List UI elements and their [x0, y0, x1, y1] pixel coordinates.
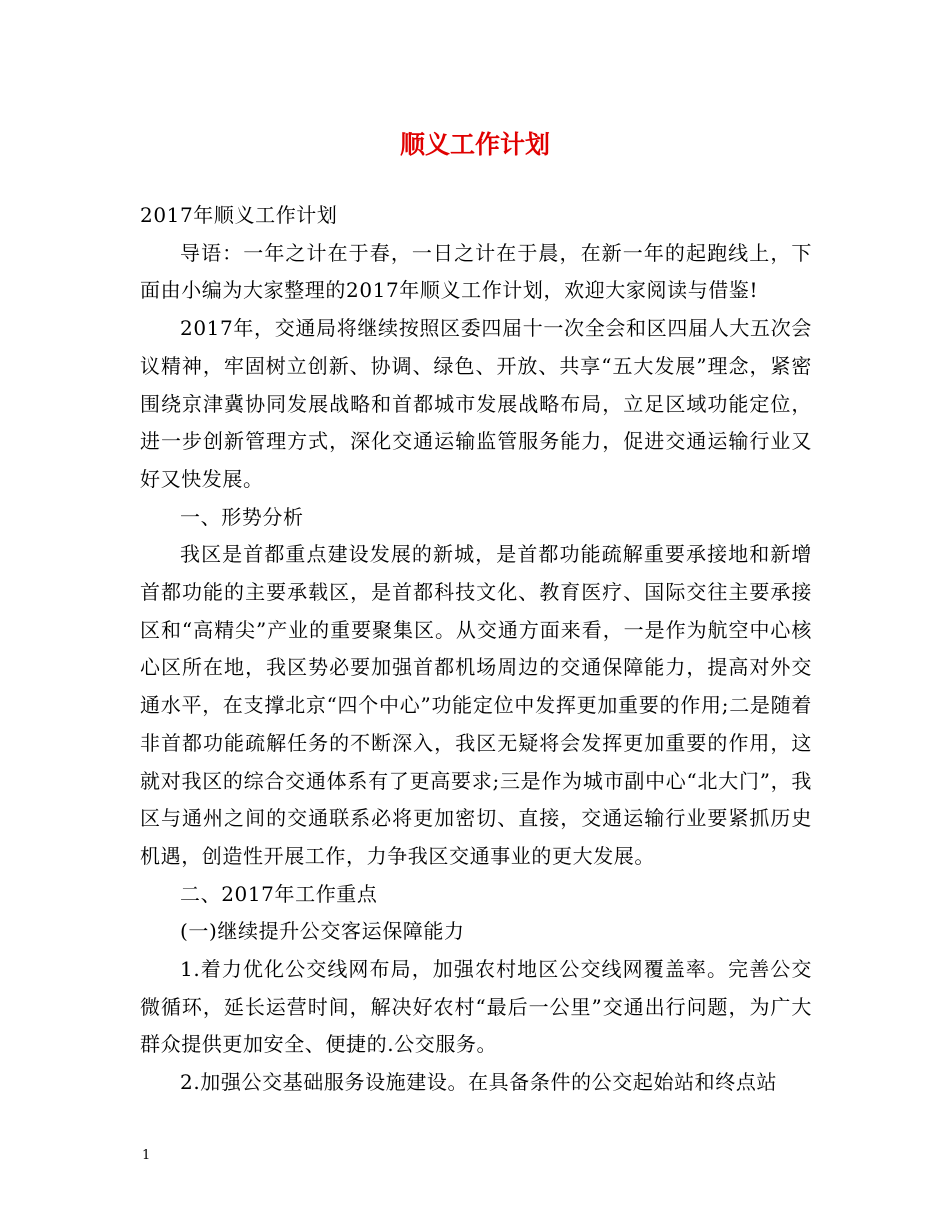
document-title: 顺义工作计划 [399, 130, 550, 159]
section-heading: 一、形势分析 [180, 504, 304, 529]
page-number: 1 [142, 1148, 151, 1163]
list-item: 2.加强公交基础服务设施建设。在具备条件的公交起始站和终点站 [180, 1070, 778, 1095]
body-paragraph: 我区是首都重点建设发展的新城，是首都功能疏解重要承接地和新增首都功能的主要承载区，是首都科技文化、教育医疗、国际交往主要承接区和“高精尖”产业的重要聚集区。从交通方面来看，一是作为航空中心核心区所在地，我区势必要加强首都机场周边的交通保障能力，提高对外交通水平，在支撑北京“四个中心”功能定位中发挥更加重要的作用;二是随着非首都功能疏解任务的不断深入，我区无疑将会发挥更加重要的作用，这就对我区的综合交通体系有了更高要求;三是作为城市副中心“北大门”，我区与通州之间的交通联系必将更加密切、直接，交通运输行业要紧抓历史机遇，创造性开展工作，力争我区交通事业的更大发展。 [140, 542, 812, 868]
body-paragraph: 2017年，交通局将继续按照区委四届十一次全会和区四届人大五次会议精神，牢固树立创新、协调、绿色、开放、共享“五大发展”理念，紧密围绕京津冀协同发展战略和首都城市发展战略布局，立足区域功能定位，进一步创新管理方式，深化交通运输监管服务能力，促进交通运输行业又好又快发展。 [140, 316, 812, 491]
document-body [140, 197, 812, 1102]
list-item: 1.着力优化公交线网布局，加强农村地区公交线网覆盖率。完善公交微循环，延长运营时间，解决好农村“最后一公里”交通出行问题，为广大群众提供更加安全、便捷的.公交服务。 [140, 957, 812, 1057]
subtitle-paragraph: 2017年顺义工作计划 [140, 203, 338, 227]
intro-paragraph: 导语：一年之计在于春，一日之计在于晨，在新一年的起跑线上，下面由小编为大家整理的2017年顺义工作计划，欢迎大家阅读与借鉴! [140, 240, 812, 303]
section-heading: 二、2017年工作重点 [180, 881, 378, 906]
subsection-heading: (一)继续提升公交客运保障能力 [180, 919, 465, 944]
